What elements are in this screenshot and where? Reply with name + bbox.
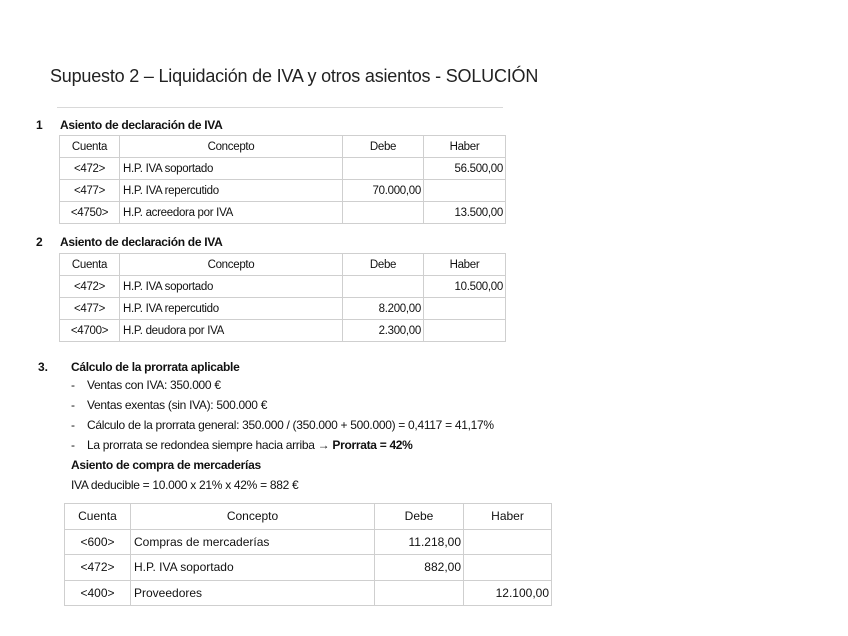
- bullet-dash: -: [71, 398, 75, 412]
- cell-concepto: H.P. IVA repercutido: [120, 298, 343, 320]
- section-3-number: 3.: [38, 360, 49, 374]
- header-cuenta: Cuenta: [65, 504, 131, 530]
- table-row: [60, 276, 506, 298]
- cell-haber: [424, 298, 506, 320]
- table-header-row: [60, 254, 506, 276]
- bullet-item: [71, 438, 413, 452]
- bullet-text: La prorrata se redondea siempre hacia arriba →: [87, 438, 333, 452]
- header-debe: Debe: [375, 504, 464, 530]
- cell-concepto: H.P. IVA soportado: [131, 555, 375, 581]
- section-1-number: 1: [36, 118, 43, 132]
- header-debe: Debe: [343, 254, 424, 276]
- table-header-row: [65, 504, 552, 530]
- bullet-text: Ventas exentas (sin IVA): 500.000 €: [87, 398, 268, 412]
- cell-concepto: Proveedores: [131, 580, 375, 606]
- table-row: [65, 555, 552, 581]
- cell-concepto: Compras de mercaderías: [131, 529, 375, 555]
- header-concepto: Concepto: [131, 504, 375, 530]
- title-divider: [57, 107, 503, 108]
- cell-cuenta: <600>: [65, 529, 131, 555]
- section-1-heading: Asiento de declaración de IVA: [60, 118, 223, 132]
- cell-haber: 10.500,00: [424, 276, 506, 298]
- cell-concepto: H.P. deudora por IVA: [120, 320, 343, 342]
- bullet-dash: -: [71, 418, 75, 432]
- cell-haber: [464, 529, 552, 555]
- header-concepto: Concepto: [120, 254, 343, 276]
- cell-concepto: H.P. IVA soportado: [120, 158, 343, 180]
- cell-debe: 11.218,00: [375, 529, 464, 555]
- table-row: [60, 158, 506, 180]
- section-3-subheading: Asiento de compra de mercaderías: [71, 458, 261, 472]
- cell-haber: [424, 180, 506, 202]
- header-haber: Haber: [424, 254, 506, 276]
- cell-cuenta: <4700>: [60, 320, 120, 342]
- cell-concepto: H.P. IVA soportado: [120, 276, 343, 298]
- cell-haber: [464, 555, 552, 581]
- header-haber: Haber: [464, 504, 552, 530]
- header-cuenta: Cuenta: [60, 254, 120, 276]
- table-row: [65, 529, 552, 555]
- cell-cuenta: <477>: [60, 180, 120, 202]
- header-debe: Debe: [343, 136, 424, 158]
- header-haber: Haber: [424, 136, 506, 158]
- cell-cuenta: <4750>: [60, 202, 120, 224]
- cell-debe: 882,00: [375, 555, 464, 581]
- section-2-number: 2: [36, 235, 43, 249]
- bullet-item: [71, 418, 494, 432]
- iva-deducible-line: IVA deducible = 10.000 x 21% x 42% = 882 €: [71, 478, 299, 492]
- header-cuenta: Cuenta: [60, 136, 120, 158]
- bullet-text: Cálculo de la prorrata general: 350.000 / (350.000 + 500.000) = 0,4117 = 41,17%: [87, 418, 494, 432]
- section-3-heading: Cálculo de la prorrata aplicable: [71, 360, 240, 374]
- table-row: [60, 320, 506, 342]
- cell-debe: 70.000,00: [343, 180, 424, 202]
- cell-debe: [343, 276, 424, 298]
- cell-debe: [343, 202, 424, 224]
- cell-haber: 56.500,00: [424, 158, 506, 180]
- cell-cuenta: <477>: [60, 298, 120, 320]
- bullet-item: [71, 398, 267, 412]
- cell-debe: 8.200,00: [343, 298, 424, 320]
- cell-cuenta: <472>: [60, 158, 120, 180]
- section-2-heading: Asiento de declaración de IVA: [60, 235, 223, 249]
- bullet-item: [71, 378, 221, 392]
- cell-debe: [375, 580, 464, 606]
- cell-concepto: H.P. acreedora por IVA: [120, 202, 343, 224]
- cell-debe: [343, 158, 424, 180]
- cell-haber: 13.500,00: [424, 202, 506, 224]
- cell-debe: 2.300,00: [343, 320, 424, 342]
- cell-haber: [424, 320, 506, 342]
- table-row: [65, 580, 552, 606]
- header-concepto: Concepto: [120, 136, 343, 158]
- section-1-table: [59, 135, 506, 224]
- prorrata-result: Prorrata = 42%: [332, 438, 413, 452]
- bullet-dash: -: [71, 438, 75, 452]
- bullet-text: Ventas con IVA: 350.000 €: [87, 378, 221, 392]
- cell-haber: 12.100,00: [464, 580, 552, 606]
- table-row: [60, 298, 506, 320]
- page-title: Supuesto 2 – Liquidación de IVA y otros asientos - SOLUCIÓN: [50, 66, 539, 86]
- bullet-dash: -: [71, 378, 75, 392]
- table-header-row: [60, 136, 506, 158]
- section-2-table: [59, 253, 506, 342]
- cell-cuenta: <472>: [65, 555, 131, 581]
- cell-cuenta: <400>: [65, 580, 131, 606]
- table-row: [60, 180, 506, 202]
- section-3-table: [64, 503, 552, 606]
- cell-concepto: H.P. IVA repercutido: [120, 180, 343, 202]
- cell-cuenta: <472>: [60, 276, 120, 298]
- table-row: [60, 202, 506, 224]
